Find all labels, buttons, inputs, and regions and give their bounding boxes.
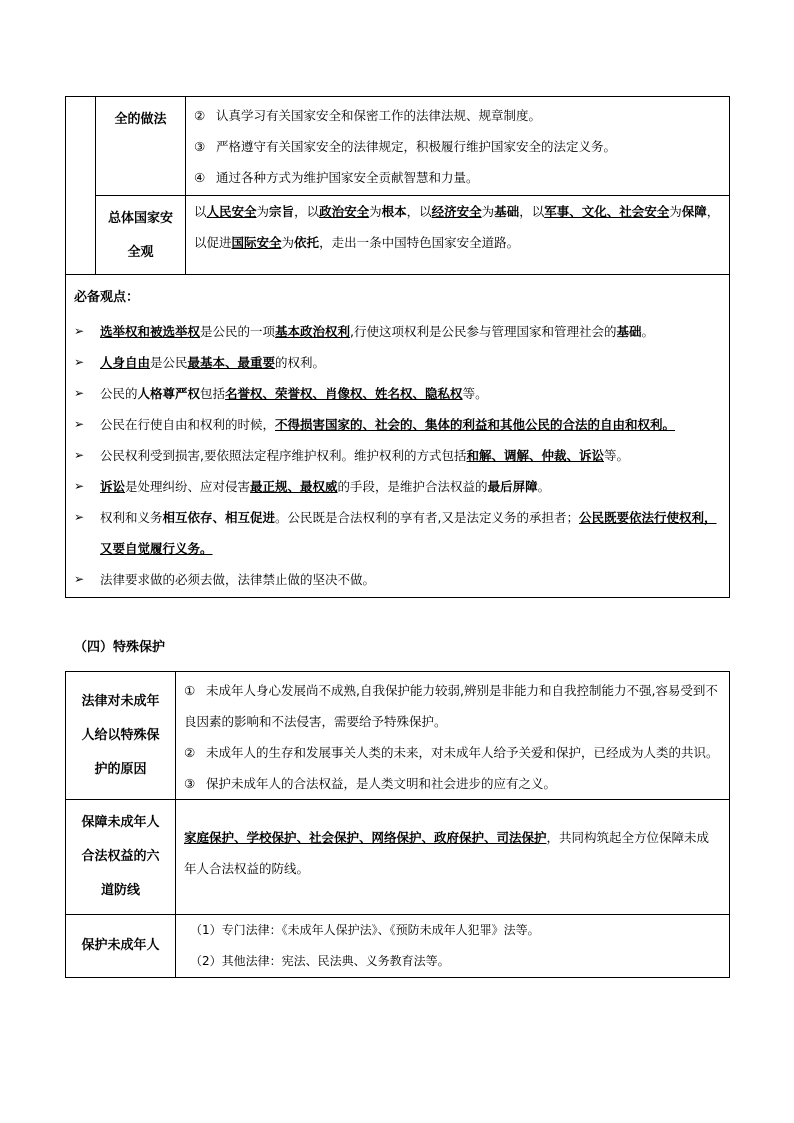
list-item: ➢ 选举权和被选举权是公民的一项基本政治权利,行使这项权利是公民参与管理国家和管理社会的基础。	[66, 316, 729, 347]
arrow-bullet-icon: ➢	[74, 417, 85, 431]
law-line: （1）专门法律：《未成年人保护法》、《预防未成年人犯罪》法等。	[190, 923, 540, 937]
national-security-table	[65, 96, 730, 598]
list-item: ➢ 公民的人格尊严权包括名誉权、荣誉权、肖像权、姓名权、隐私权等。	[66, 378, 729, 409]
practice-label: 全的做法	[96, 97, 186, 196]
laws-label: 保护未成年人	[66, 915, 176, 978]
holistic-security-row	[66, 196, 730, 275]
views-cell	[66, 275, 730, 598]
list-item: ③ 保护未成年人的合法权益，是人类文明和社会进步的应有之义。	[184, 776, 557, 791]
blank-column-cell	[66, 97, 96, 275]
practice-line: ④ 通过各种方式为维护国家安全贡献智慧和力量。	[194, 170, 479, 185]
list-item: ➢ 法律要求做的必须去做，法律禁止做的坚决不做。	[66, 564, 729, 595]
practice-content	[186, 97, 730, 196]
list-item: ➢ 人身自由是公民最基本、最重要的权利。	[66, 347, 729, 378]
holistic-security-content	[186, 196, 730, 275]
arrow-bullet-icon: ➢	[74, 572, 85, 586]
list-item: ➢ 权利和义务相互依存、相互促进。公民既是合法权利的享有者,又是法定义务的承担者；公民既要依法行使权利，又要自觉履行义务。	[66, 502, 729, 564]
list-item: ➢ 公民在行使自由和权利的时候，不得损害国家的、社会的、集体的利益和其他公民的合法的自由和权利。	[66, 409, 729, 440]
holistic-security-text: 以人民安全为宗旨，以政治安全为根本，以经济安全为基础，以军事、文化、社会安全为保障，以促进国际安全为依托，走出一条中国特色国家安全道路。	[194, 204, 720, 250]
protection-reason-content	[176, 672, 730, 800]
arrow-bullet-icon: ➢	[74, 324, 85, 338]
six-defenses-text: 家庭保护、学校保护、社会保护、网络保护、政府保护、司法保护，共同构筑起全方位保障未成年人合法权益的防线。	[184, 830, 710, 876]
list-item: ➢ 诉讼是处理纠纷、应对侵害最正规、最权威的手段，是维护合法权益的最后屏障。	[66, 471, 729, 502]
views-title: 必备观点：	[74, 290, 140, 305]
arrow-bullet-icon: ➢	[74, 479, 85, 493]
arrow-bullet-icon: ➢	[74, 510, 85, 524]
six-defenses-row	[66, 800, 730, 915]
law-line: （2）其他法律：宪法、民法典、义务教育法等。	[190, 954, 450, 968]
list-item: ➢ 公民权利受到损害,要依照法定程序维护权利。维护权利的方式包括和解、调解、仲裁、诉讼等。	[66, 440, 729, 471]
views-row	[66, 275, 730, 598]
holistic-security-label: 总体国家安 全观	[96, 196, 186, 275]
practice-row	[66, 97, 730, 196]
arrow-bullet-icon: ➢	[74, 448, 85, 462]
arrow-bullet-icon: ➢	[74, 386, 85, 400]
laws-row	[66, 915, 730, 978]
laws-content	[176, 915, 730, 978]
six-defenses-label: 保障未成年人 合法权益的六 道防线	[66, 800, 176, 915]
arrow-bullet-icon: ➢	[74, 355, 85, 369]
practice-line: ② 认真学习有关国家安全和保密工作的法律法规、规章制度。	[194, 108, 542, 123]
section-title: （四）特殊保护	[74, 640, 166, 655]
list-item: ① 未成年人身心发展尚不成熟,自我保护能力较弱,辨别是非能力和自我控制能力不强,容易受到不良因素的影响和不法侵害，需要给予特殊保护。	[184, 683, 718, 729]
practice-line: ③ 严格遵守有关国家安全的法律规定，积极履行维护国家安全的法定义务。	[194, 139, 617, 154]
special-protection-table	[65, 671, 730, 978]
protection-reason-row	[66, 672, 730, 800]
six-defenses-content	[176, 800, 730, 915]
list-item: ② 未成年人的生存和发展事关人类的未来，对未成年人给予关爱和保护，已经成为人类的共识。	[184, 745, 719, 760]
protection-reason-label: 法律对未成年 人给以特殊保 护的原因	[66, 672, 176, 800]
